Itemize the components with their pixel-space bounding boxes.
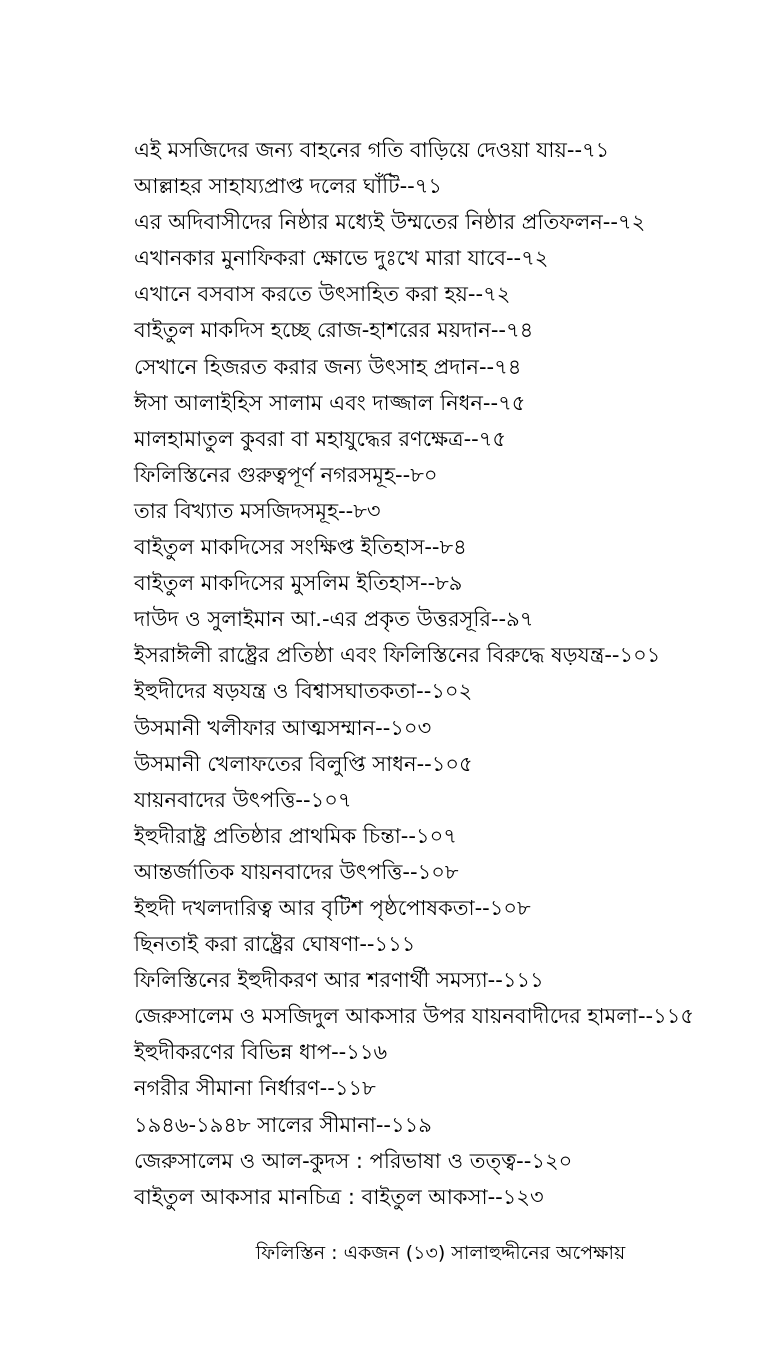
toc-entry: ইহুদীকরণের বিভিন্ন ধাপ--১১৬ bbox=[134, 1040, 388, 1065]
toc-entry: ইসরাঈলী রাষ্ট্রের প্রতিষ্ঠা এবং ফিলিস্তিনের বিরুদ্ধে ষড়যন্ত্র--১০১ bbox=[134, 643, 661, 668]
toc-entry: বাইতুল মাকদিসের সংক্ষিপ্ত ইতিহাস--৮৪ bbox=[134, 535, 467, 560]
toc-entry: বাইতুল মাকদিসের মুসলিম ইতিহাস--৮৯ bbox=[134, 571, 463, 596]
toc-entry: যায়নবাদের উৎপত্তি--১০৭ bbox=[134, 787, 352, 812]
toc-entry: ১৯৪৬-১৯৪৮ সালের সীমানা--১১৯ bbox=[134, 1112, 432, 1137]
toc-entry: ফিলিস্তিনের ইহুদীকরণ আর শরণার্থী সমস্যা--১১১ bbox=[134, 968, 544, 993]
table-of-contents bbox=[134, 132, 764, 1215]
toc-entry: নগরীর সীমানা নির্ধারণ--১১৮ bbox=[134, 1076, 376, 1101]
toc-entry: ফিলিস্তিনের গুরুত্বপূর্ণ নগরসমূহ--৮০ bbox=[134, 462, 438, 487]
toc-entry: বাইতুল আকসার মানচিত্র : বাইতুল আকসা--১২৩ bbox=[134, 1184, 544, 1209]
toc-entry: উসমানী খলীফার আত্মসম্মান--১০৩ bbox=[134, 715, 432, 740]
toc-entry: জেরুসালেম ও আল-কুদস : পরিভাষা ও তত্ত্ব--১২০ bbox=[134, 1148, 573, 1173]
toc-entry: আন্তর্জাতিক যায়নবাদের উৎপত্তি--১০৮ bbox=[134, 859, 459, 884]
toc-entry: এখানে বসবাস করতে উৎসাহিত করা হয়--৭২ bbox=[134, 282, 511, 307]
toc-entry: এই মসজিদের জন্য বাহনের গতি বাড়িয়ে দেওয়া যায়--৭১ bbox=[134, 138, 610, 162]
toc-entry: জেরুসালেম ও মসজিদুল আকসার উপর যায়নবাদীদের হামলা--১১৫ bbox=[134, 1004, 694, 1029]
toc-entry: আল্লাহর সাহায্যপ্রাপ্ত দলের ঘাঁটি--৭১ bbox=[134, 174, 443, 199]
page-footer: ফিলিস্তিন : একজন (১৩) সালাহুদ্দীনের অপেক্ষায় bbox=[255, 1242, 626, 1264]
toc-entry: উসমানী খেলাফতের বিলুপ্তি সাধন--১০৫ bbox=[134, 751, 473, 776]
toc-entry: ইহুদীদের ষড়যন্ত্র ও বিশ্বাসঘাতকতা--১০২ bbox=[134, 679, 473, 704]
toc-entry: তার বিখ্যাত মসজিদসমূহ--৮৩ bbox=[134, 498, 381, 523]
toc-entry: ঈসা আলাইহিস সালাম এবং দাজ্জাল নিধন--৭৫ bbox=[134, 390, 526, 415]
toc-entry: ইহুদী দখলদারিত্ব আর বৃটিশ পৃষ্ঠপোষকতা--১০৮ bbox=[134, 895, 531, 920]
toc-entry: এর অদিবাসীদের নিষ্ঠার মধ্যেই উম্মতের নিষ্ঠার প্রতিফলন--৭২ bbox=[134, 210, 646, 235]
toc-entry: দাউদ ও সুলাইমান আ.-এর প্রকৃত উত্তরসূরি--৯৭ bbox=[134, 607, 534, 632]
toc-entry: সেখানে হিজরত করার জন্য উৎসাহ প্রদান--৭৪ bbox=[134, 354, 522, 379]
toc-entry: ছিনতাই করা রাষ্ট্রের ঘোষণা--১১১ bbox=[134, 932, 416, 957]
toc-entry: এখানকার মুনাফিকরা ক্ষোভে দুঃখে মারা যাবে--৭২ bbox=[134, 246, 549, 271]
toc-entry: মালহামাতুল কুবরা বা মহাযুদ্ধের রণক্ষেত্র--৭৫ bbox=[134, 426, 507, 451]
toc-entry: ইহুদীরাষ্ট্র প্রতিষ্ঠার প্রাথমিক চিন্তা--১০৭ bbox=[134, 823, 457, 848]
toc-entry: বাইতুল মাকদিস হচ্ছে রোজ-হাশরের ময়দান--৭৪ bbox=[134, 318, 534, 343]
